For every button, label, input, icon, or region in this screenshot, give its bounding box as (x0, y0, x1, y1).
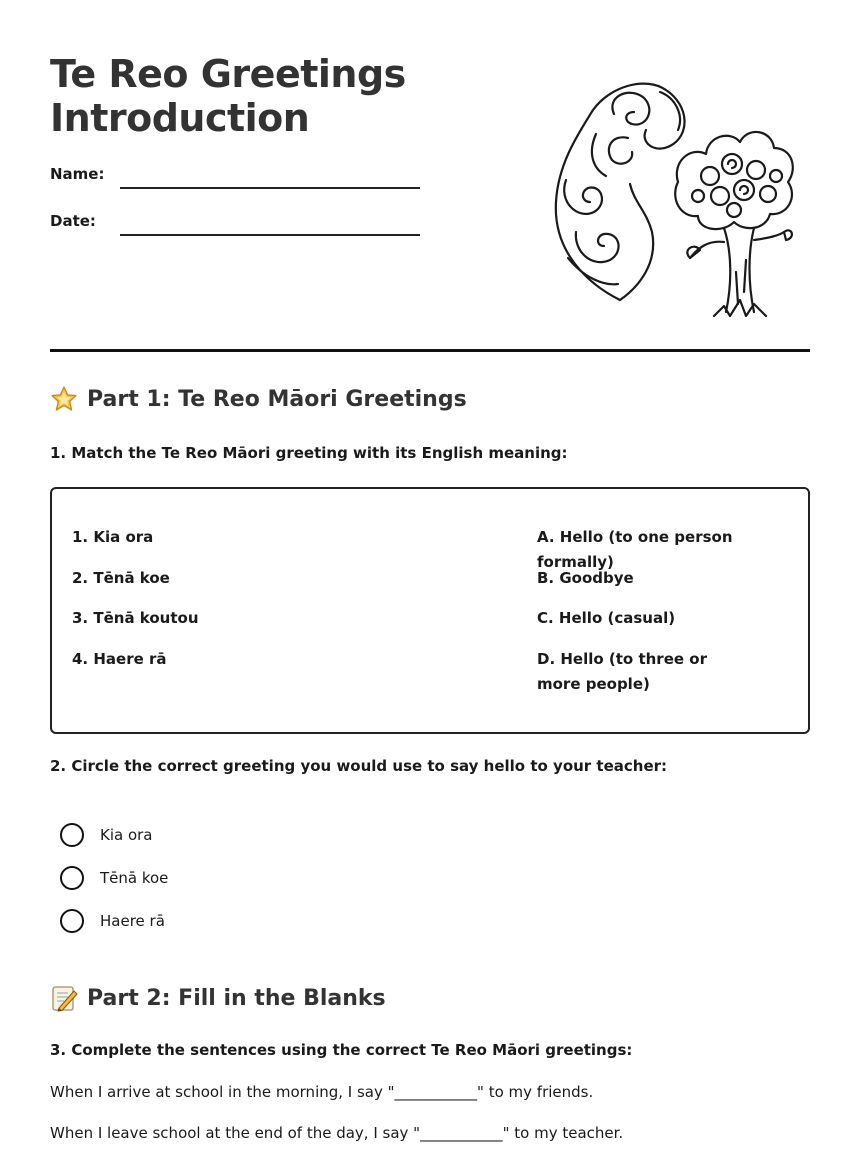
part2-heading (50, 984, 386, 1012)
radio-circle[interactable] (60, 823, 84, 847)
option-label: Haere rā (100, 912, 165, 930)
name-field[interactable] (120, 187, 420, 189)
match-right-item: A. Hello (to one person formally) (537, 528, 733, 571)
memo-pencil-icon (50, 984, 78, 1012)
radio-circle[interactable] (60, 909, 84, 933)
match-right-item: C. Hello (casual) (537, 609, 676, 627)
match-right-item: B. Goodbye (537, 569, 634, 587)
name-label: Name: (50, 165, 105, 183)
sentence-2: When I leave school at the end of the day, I say "___________" to my teacher. (50, 1124, 624, 1142)
match-left-item: 4. Haere rā (72, 650, 167, 668)
title-line-1: Te Reo Greetings (50, 52, 406, 96)
part1-heading-text: Part 1: Te Reo Māori Greetings (87, 386, 467, 412)
match-right-item: D. Hello (to three or more people) (537, 650, 707, 693)
option-label: Kia ora (100, 826, 153, 844)
match-left-item: 1. Kia ora (72, 528, 154, 546)
option-label: Tēnā koe (100, 869, 169, 887)
option-haere-ra[interactable] (60, 909, 165, 933)
option-kia-ora[interactable] (60, 823, 153, 847)
matching-box (50, 487, 810, 734)
worksheet-title (50, 52, 406, 140)
match-left-item: 3. Tēnā koutou (72, 609, 199, 627)
option-tena-koe[interactable] (60, 866, 168, 890)
sentence-1: When I arrive at school in the morning, I say "___________" to my friends. (50, 1083, 594, 1101)
date-label: Date: (50, 212, 96, 230)
question-1: 1. Match the Te Reo Māori greeting with its English meaning: (50, 444, 568, 462)
match-left-item: 2. Tēnā koe (72, 569, 170, 587)
part2-heading-text: Part 2: Fill in the Blanks (87, 985, 386, 1011)
question-2: 2. Circle the correct greeting you would use to say hello to your teacher: (50, 757, 668, 775)
star-icon (50, 385, 78, 413)
question-3: 3. Complete the sentences using the correct Te Reo Māori greetings: (50, 1041, 633, 1059)
part1-heading (50, 385, 467, 413)
koru-tree-illustration (548, 72, 798, 320)
date-field[interactable] (120, 234, 420, 236)
title-line-2: Introduction (50, 96, 310, 140)
radio-circle[interactable] (60, 866, 84, 890)
header-divider (50, 349, 810, 352)
